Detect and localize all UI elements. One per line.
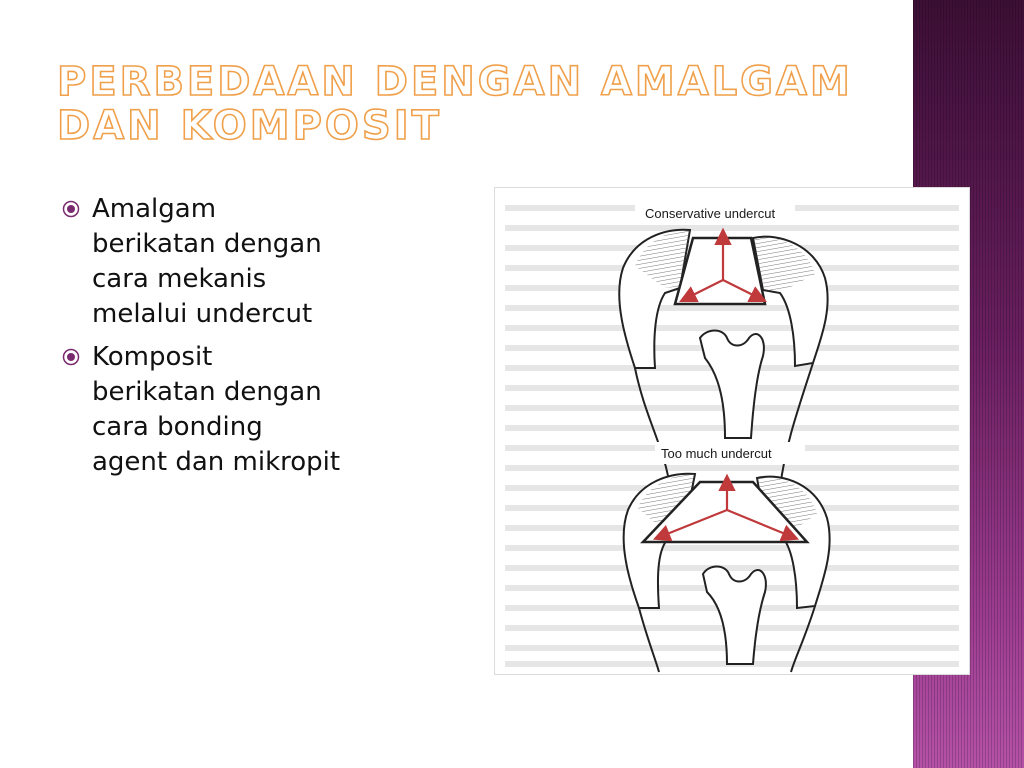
bullet-item-komposit (62, 340, 422, 480)
tooth-diagram (495, 188, 969, 674)
bullet-text-line: melalui undercut (92, 299, 313, 329)
radio-bullet-icon (62, 348, 80, 366)
bullet-list (62, 192, 422, 488)
bullet-item-amalgam (62, 192, 422, 332)
bullet-text-line: berikatan dengan (92, 377, 322, 407)
bullet-text-line: cara mekanis (92, 264, 267, 294)
label-conservative-undercut: Conservative undercut (645, 206, 776, 221)
bullet-text-line: Amalgam (92, 194, 217, 224)
bullet-text-line: agent dan mikropit (92, 447, 341, 477)
radio-bullet-icon (62, 200, 80, 218)
tooth-too-much-undercut (624, 442, 830, 672)
bullet-text-line: berikatan dengan (92, 229, 322, 259)
bullet-text-line: Komposit (92, 342, 213, 372)
bullet-text-line: cara bonding (92, 412, 263, 442)
slide-title (57, 60, 877, 148)
tooth-undercut-figure (495, 188, 969, 674)
slide-title-line-2: DAN KOMPOSIT (57, 103, 442, 149)
label-too-much-undercut: Too much undercut (661, 446, 772, 461)
slide-title-line-1: PERBEDAAN DENGAN AMALGAM (57, 59, 853, 105)
